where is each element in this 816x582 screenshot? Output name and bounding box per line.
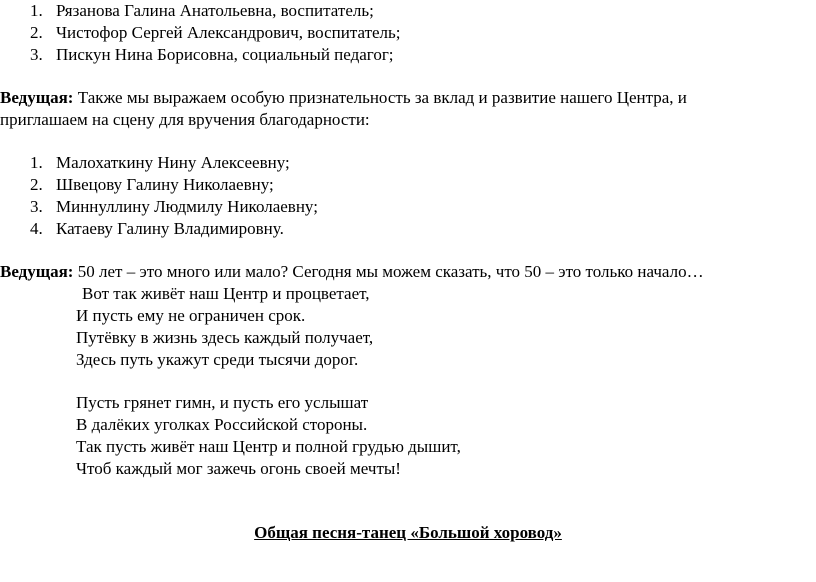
poem-line: Вот так живёт наш Центр и процветает,: [82, 284, 370, 303]
paragraph-line: [0, 262, 704, 282]
list2-number: 4.: [30, 219, 43, 238]
list2-item: Миннуллину Людмилу Николаевну;: [56, 197, 318, 216]
list2-item: Малохаткину Нину Алексеевну;: [56, 153, 290, 172]
speaker-label: Ведущая:: [0, 88, 74, 107]
paragraph-line: приглашаем на сцену для вручения благодарности:: [0, 110, 370, 129]
poem-line: Пусть грянет гимн, и пусть его услышат: [76, 393, 369, 412]
list1-item: Пискун Нина Борисовна, социальный педагог;: [56, 45, 394, 64]
paragraph-text: Также мы выражаем особую признательность за вклад и развитие нашего Центра, и: [73, 88, 687, 107]
list2-number: 1.: [30, 153, 43, 172]
list2-number: 3.: [30, 197, 43, 216]
list1-item: Рязанова Галина Анатольевна, воспитатель;: [56, 1, 374, 20]
list1-number: 1.: [30, 1, 43, 20]
poem-line: Путёвку в жизнь здесь каждый получает,: [76, 328, 374, 347]
poem-line: И пусть ему не ограничен срок.: [76, 306, 306, 325]
list2-number: 2.: [30, 175, 43, 194]
paragraph-text: 50 лет – это много или мало? Сегодня мы можем сказать, что 50 – это только начало…: [73, 262, 704, 281]
list2-item: Катаеву Галину Владимировну.: [56, 219, 284, 238]
speaker-label: Ведущая:: [0, 262, 74, 281]
poem-line: Здесь путь укажут среди тысячи дорог.: [76, 350, 359, 369]
poem-line: Так пусть живёт наш Центр и полной грудью дышит,: [76, 437, 461, 456]
list2-item: Швецову Галину Николаевну;: [56, 175, 274, 194]
poem-line: Чтоб каждый мог зажечь огонь своей мечты!: [76, 459, 401, 478]
paragraph-line: [0, 88, 687, 108]
section-title: Общая песня-танец «Большой хоровод»: [254, 523, 562, 542]
poem-line: В далёких уголках Российской стороны.: [76, 415, 368, 434]
list1-number: 3.: [30, 45, 43, 64]
list1-number: 2.: [30, 23, 43, 42]
list1-item: Чистофор Сергей Александрович, воспитатель;: [56, 23, 401, 42]
